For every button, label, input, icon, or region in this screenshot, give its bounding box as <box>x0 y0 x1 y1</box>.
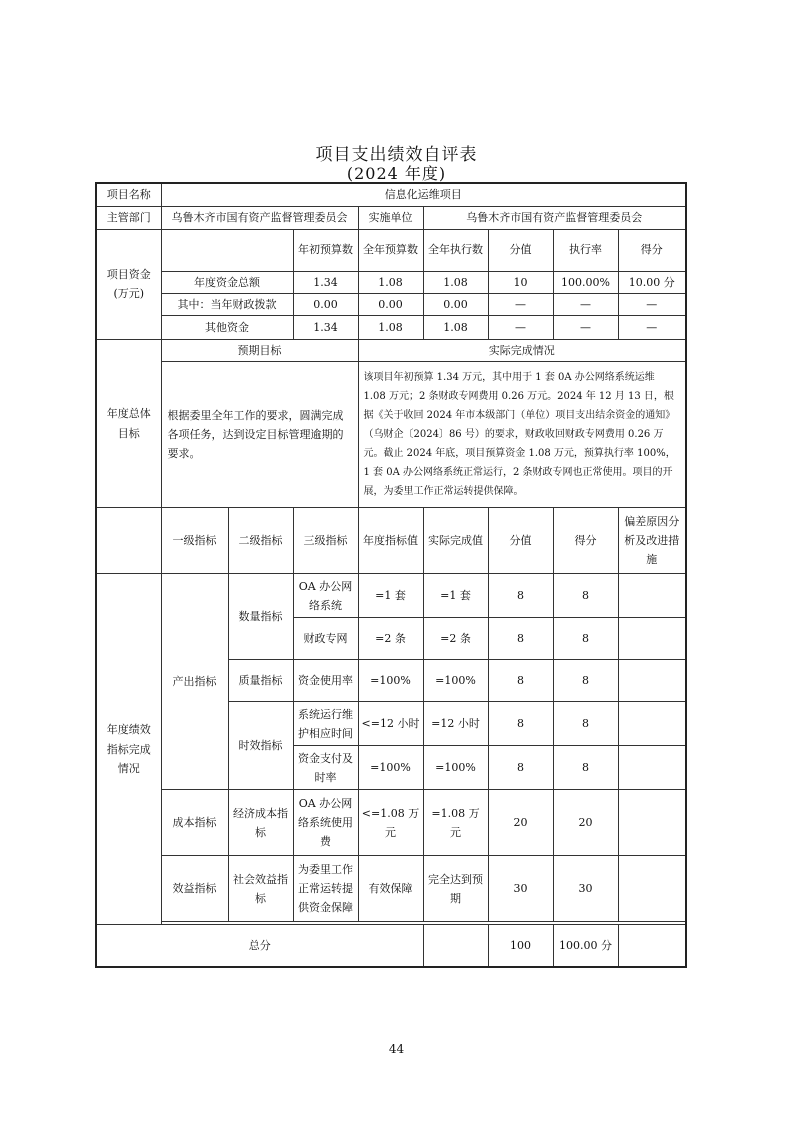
funds-cell: — <box>553 293 618 315</box>
page-number: 44 <box>388 1042 405 1056</box>
funds-cell: 10.00 分 <box>618 271 686 293</box>
expected-goal-header: 预期目标 <box>161 340 358 362</box>
header-score: 得分 <box>553 508 618 574</box>
level3-cell: 系统运行维护相应时间 <box>293 702 358 746</box>
level2-quantity: 数量指标 <box>228 574 293 660</box>
header-target: 年度指标值 <box>358 508 423 574</box>
header-deviation: 偏差原因分析及改进措施 <box>618 508 686 574</box>
level1-output: 产出指标 <box>161 574 228 790</box>
funds-row-name: 其他资金 <box>161 316 293 340</box>
target-cell: =100% <box>358 660 423 702</box>
goals-label: 年度总体 目标 <box>96 340 161 508</box>
funds-row-name: 年度资金总额 <box>161 271 293 293</box>
header-level1: 一级指标 <box>161 508 228 574</box>
target-cell: =1 套 <box>358 574 423 618</box>
funds-label: 项目资金 (万元) <box>96 229 161 340</box>
evaluation-table <box>95 182 687 968</box>
expected-goal-text: 根据委里全年工作的要求，圆满完成各项任务，达到设定目标管理逾期的要求。 <box>161 362 358 508</box>
level1-cost: 成本指标 <box>161 790 228 856</box>
score-value-cell: 30 <box>488 856 553 922</box>
funds-cell: 1.34 <box>293 316 358 340</box>
score-value-cell: 8 <box>488 574 553 618</box>
level3-cell: 资金使用率 <box>293 660 358 702</box>
deviation-cell <box>618 790 686 856</box>
funds-cell: 1.34 <box>293 271 358 293</box>
funds-cell: 0.00 <box>423 293 488 315</box>
actual-cell: =1 套 <box>423 574 488 618</box>
actual-cell: =2 条 <box>423 618 488 660</box>
funds-cell: 0.00 <box>358 293 423 315</box>
header-score-value: 分值 <box>488 508 553 574</box>
actual-cell: 完全达到预期 <box>423 856 488 922</box>
funds-header-initial-budget: 年初预算数 <box>293 229 358 271</box>
deviation-cell <box>618 746 686 790</box>
level2-quality: 质量指标 <box>228 660 293 702</box>
funds-header-score-value: 分值 <box>488 229 553 271</box>
deviation-cell <box>618 618 686 660</box>
score-cell: 8 <box>553 574 618 618</box>
actual-cell: =100% <box>423 660 488 702</box>
unit-value: 乌鲁木齐市国有资产监督管理委员会 <box>423 206 686 229</box>
target-cell: <=12 小时 <box>358 702 423 746</box>
funds-cell: — <box>618 293 686 315</box>
score-value-cell: 8 <box>488 702 553 746</box>
deviation-cell <box>618 574 686 618</box>
page-title: 项目支出绩效自评表 <box>315 145 478 165</box>
unit-label: 实施单位 <box>358 206 423 229</box>
header-level2: 二级指标 <box>228 508 293 574</box>
level3-cell: OA 办公网络系统使用费 <box>293 790 358 856</box>
deviation-cell <box>618 702 686 746</box>
actual-cell: =1.08 万元 <box>423 790 488 856</box>
header-level3: 三级指标 <box>293 508 358 574</box>
total-blank <box>423 925 488 967</box>
score-cell: 8 <box>553 660 618 702</box>
dept-label: 主管部门 <box>96 206 161 229</box>
deviation-cell <box>618 856 686 922</box>
funds-header-score: 得分 <box>618 229 686 271</box>
funds-cell: 1.08 <box>423 316 488 340</box>
level2-social-benefit: 社会效益指标 <box>228 856 293 922</box>
target-cell: <=1.08 万元 <box>358 790 423 856</box>
level2-timeliness: 时效指标 <box>228 702 293 790</box>
funds-cell: — <box>488 316 553 340</box>
funds-cell: — <box>618 316 686 340</box>
funds-cell: 100.00% <box>553 271 618 293</box>
project-name-value: 信息化运维项目 <box>161 183 686 206</box>
funds-cell: — <box>488 293 553 315</box>
score-cell: 8 <box>553 702 618 746</box>
target-cell: =100% <box>358 746 423 790</box>
score-cell: 30 <box>553 856 618 922</box>
page-subtitle: (2024 年度) <box>346 164 447 183</box>
funds-cell: 0.00 <box>293 293 358 315</box>
actual-cell: =12 小时 <box>423 702 488 746</box>
funds-cell: 1.08 <box>423 271 488 293</box>
level1-benefit: 效益指标 <box>161 856 228 922</box>
level3-cell: OA 办公网络系统 <box>293 574 358 618</box>
funds-row-name: 其中：当年财政拨款 <box>161 293 293 315</box>
dept-value: 乌鲁木齐市国有资产监督管理委员会 <box>161 206 358 229</box>
funds-header-annual-budget: 全年预算数 <box>358 229 423 271</box>
total-score-value: 100 <box>488 925 553 967</box>
funds-header-executed: 全年执行数 <box>423 229 488 271</box>
level3-cell: 财政专网 <box>293 618 358 660</box>
indicator-header-blank <box>96 508 161 574</box>
score-value-cell: 8 <box>488 660 553 702</box>
score-cell: 20 <box>553 790 618 856</box>
total-deviation <box>618 925 686 967</box>
header-actual: 实际完成值 <box>423 508 488 574</box>
level3-cell: 资金支付及时率 <box>293 746 358 790</box>
score-cell: 8 <box>553 746 618 790</box>
actual-cell: =100% <box>423 746 488 790</box>
funds-cell: 1.08 <box>358 316 423 340</box>
total-label: 总分 <box>96 925 423 967</box>
funds-cell: 10 <box>488 271 553 293</box>
funds-cell: 1.08 <box>358 271 423 293</box>
score-value-cell: 8 <box>488 746 553 790</box>
indicator-section-label: 年度绩效 指标完成 情况 <box>96 574 161 925</box>
deviation-cell <box>618 660 686 702</box>
level2-economic-cost: 经济成本指标 <box>228 790 293 856</box>
project-name-label: 项目名称 <box>96 183 161 206</box>
level3-cell: 为委里工作正常运转提供资金保障 <box>293 856 358 922</box>
target-cell: 有效保障 <box>358 856 423 922</box>
actual-completion-text: 该项目年初预算 1.34 万元，其中用于 1 套 0A 办公网络系统运维 1.08 万元；2 条财政专网费用 0.26 万元。2024 年 12 月 13 日，根据《关于收回 2024 年市本级部门（单位）项目支出结余资金的通知》（乌财企〔2024〕86 号）的要求，财政收回财政专网费用 0.26 万元。截止 2024 年底，项目预算资金 1.08 万元，预算执行率 100%，1 套 0A 办公网络系统正常运行，2 条财政专网也正常使用。项目的开展，为委里工作正常运转提供保障。 <box>358 362 686 508</box>
actual-completion-header: 实际完成情况 <box>358 340 686 362</box>
score-value-cell: 8 <box>488 618 553 660</box>
target-cell: =2 条 <box>358 618 423 660</box>
total-score: 100.00 分 <box>553 925 618 967</box>
funds-header-exec-rate: 执行率 <box>553 229 618 271</box>
score-cell: 8 <box>553 618 618 660</box>
score-value-cell: 20 <box>488 790 553 856</box>
funds-blank-header <box>161 229 293 271</box>
funds-cell: — <box>553 316 618 340</box>
